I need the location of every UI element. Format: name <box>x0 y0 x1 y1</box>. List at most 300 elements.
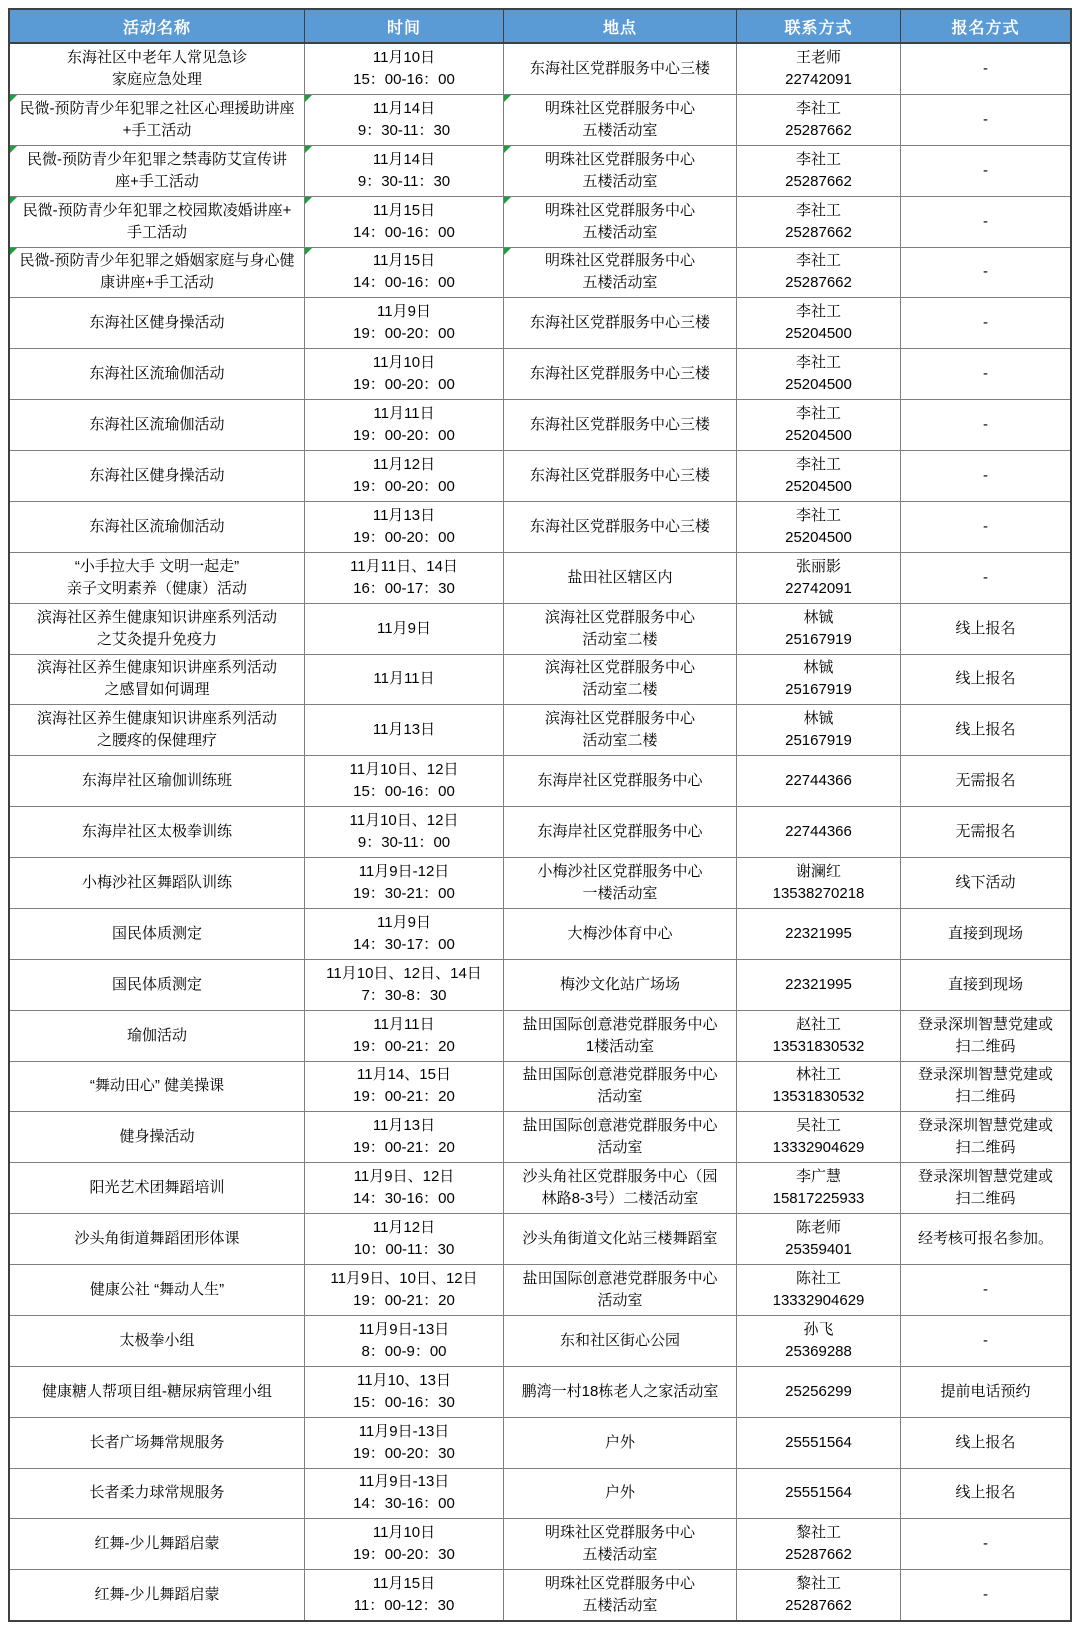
cell-text-line: 登录深圳智慧党建或 <box>917 1168 1053 1186</box>
cell-contact[interactable] <box>736 756 900 806</box>
cell-text-line: 25204500 <box>785 528 852 546</box>
cell-text-line: - <box>983 568 988 586</box>
cell-registration[interactable] <box>900 1011 1070 1061</box>
table-row <box>10 654 1070 705</box>
cell-text-line: 19：00-20：00 <box>353 477 455 495</box>
cell-text-line: 盐田国际创意港党群服务中心 <box>522 1269 718 1287</box>
cell-text-line: 林铖 <box>803 659 834 677</box>
cell-text-line: 五楼活动室 <box>582 121 658 139</box>
table-row <box>10 44 1070 94</box>
cell-name[interactable] <box>10 1316 304 1366</box>
cell-text-line: 11月10、13日 <box>357 1371 451 1389</box>
cell-text-line: 14：30-16：00 <box>353 1495 455 1513</box>
cell-text-line: 沙头角街道舞蹈团形体课 <box>74 1230 240 1248</box>
cell-text-line: 11月10日 <box>372 1524 436 1542</box>
cell-text-line: 11月9日-13日 <box>358 1422 450 1440</box>
table-row <box>10 247 1070 298</box>
cell-contact[interactable] <box>736 705 900 755</box>
cell-text-line: 活动室 <box>597 1139 643 1157</box>
cell-time[interactable] <box>304 1214 503 1264</box>
cell-contact[interactable] <box>736 553 900 603</box>
table-header-row <box>10 10 1070 44</box>
cell-location[interactable] <box>503 1062 736 1112</box>
table-row <box>10 959 1070 1010</box>
cell-location[interactable] <box>503 1316 736 1366</box>
cell-text-line: 东海社区流瑜伽活动 <box>89 416 225 434</box>
table-row <box>10 1569 1070 1620</box>
cell-text-line: 李社工 <box>795 150 841 168</box>
cell-location[interactable] <box>503 1265 736 1315</box>
cell-location[interactable] <box>503 756 736 806</box>
col-header-time[interactable]: 时间 <box>304 10 503 42</box>
cell-contact[interactable] <box>736 1367 900 1417</box>
cell-time[interactable] <box>304 807 503 857</box>
cell-location[interactable] <box>503 349 736 399</box>
table-row <box>10 348 1070 399</box>
cell-text-line: - <box>983 466 988 484</box>
cell-time[interactable] <box>304 553 503 603</box>
cell-text-line: 11月13日 <box>372 1117 436 1135</box>
cell-text-line: - <box>983 1586 988 1604</box>
cell-time[interactable] <box>304 909 503 959</box>
cell-text-line: - <box>983 161 988 179</box>
cell-registration[interactable] <box>900 553 1070 603</box>
cell-name[interactable] <box>10 909 304 959</box>
cell-location[interactable] <box>503 1469 736 1519</box>
cell-name[interactable] <box>10 807 304 857</box>
cell-location[interactable] <box>503 44 736 94</box>
cell-registration[interactable] <box>900 248 1070 298</box>
cell-time[interactable] <box>304 1519 503 1569</box>
cell-text-line: 活动室二楼 <box>582 630 658 648</box>
cell-time[interactable] <box>304 1316 503 1366</box>
cell-text-line: - <box>983 517 988 535</box>
cell-time[interactable] <box>304 451 503 501</box>
cell-contact[interactable] <box>736 1011 900 1061</box>
cell-registration[interactable] <box>900 400 1070 450</box>
cell-name[interactable] <box>10 604 304 654</box>
cell-contact[interactable] <box>736 604 900 654</box>
cell-text-line: 一楼活动室 <box>582 884 658 902</box>
table-body <box>10 44 1070 1620</box>
cell-text-line: 11月9日-12日 <box>358 862 450 880</box>
cell-text-line: 活动室 <box>597 1291 643 1309</box>
cell-text-line: 1楼活动室 <box>585 1037 655 1055</box>
cell-text-line: 阳光艺术团舞蹈培训 <box>89 1179 225 1197</box>
cell-text-line: 东海社区党群服务中心三楼 <box>529 466 710 484</box>
cell-contact[interactable] <box>736 1519 900 1569</box>
cell-registration[interactable] <box>900 604 1070 654</box>
cell-registration[interactable] <box>900 858 1070 908</box>
cell-text-line: 东海社区流瑜伽活动 <box>89 517 225 535</box>
cell-text-line: 经考核可报名参加。 <box>917 1230 1053 1248</box>
cell-time[interactable] <box>304 1570 503 1620</box>
cell-contact[interactable] <box>736 1570 900 1620</box>
table-row <box>10 704 1070 755</box>
cell-time[interactable] <box>304 197 503 247</box>
cell-text-line: 13531830532 <box>772 1037 865 1055</box>
cell-text-line: 11：00-12：30 <box>353 1597 455 1615</box>
cell-name[interactable] <box>10 1265 304 1315</box>
cell-text-line: 11月11日、14日 <box>350 557 458 575</box>
cell-text-line: 东海社区健身操活动 <box>89 314 225 332</box>
cell-text-line: 14：30-17：00 <box>353 935 455 953</box>
cell-location[interactable] <box>503 146 736 196</box>
cell-text-line: - <box>983 110 988 128</box>
cell-location[interactable] <box>503 400 736 450</box>
cell-name[interactable] <box>10 197 304 247</box>
cell-text-line: 13538270218 <box>772 884 865 902</box>
cell-text-line: 19：00-21：20 <box>353 1291 455 1309</box>
cell-time[interactable] <box>304 1163 503 1213</box>
cell-text-line: 19：00-20：00 <box>353 325 455 343</box>
table-row <box>10 450 1070 501</box>
cell-text-line: - <box>983 59 988 77</box>
cell-text-line: 扫二维码 <box>955 1088 1016 1106</box>
cell-text-line: 李社工 <box>795 354 841 372</box>
cell-registration[interactable] <box>900 1469 1070 1519</box>
cell-registration[interactable] <box>900 1316 1070 1366</box>
cell-contact[interactable] <box>736 95 900 145</box>
cell-location[interactable] <box>503 553 736 603</box>
cell-location[interactable] <box>503 960 736 1010</box>
cell-text-line: 沙头角街道文化站三楼舞蹈室 <box>522 1230 718 1248</box>
cell-location[interactable] <box>503 1418 736 1468</box>
cell-registration[interactable] <box>900 1570 1070 1620</box>
cell-time[interactable] <box>304 502 503 552</box>
cell-name[interactable] <box>10 298 304 348</box>
cell-text-line: 11月9日 <box>377 303 431 321</box>
cell-contact[interactable] <box>736 197 900 247</box>
cell-text-line: 东海岸社区太极拳训练 <box>81 823 232 841</box>
cell-location[interactable] <box>503 1214 736 1264</box>
cell-contact[interactable] <box>736 807 900 857</box>
cell-text-line: 线下活动 <box>955 873 1016 891</box>
cell-registration[interactable] <box>900 655 1070 705</box>
cell-text-line: 22742091 <box>785 70 852 88</box>
cell-text-line: 25204500 <box>785 477 852 495</box>
cell-location[interactable] <box>503 298 736 348</box>
cell-text-line: 13531830532 <box>772 1088 865 1106</box>
cell-time[interactable] <box>304 1112 503 1162</box>
table-row <box>10 1264 1070 1315</box>
cell-time[interactable] <box>304 858 503 908</box>
cell-registration[interactable] <box>900 1265 1070 1315</box>
cell-contact[interactable] <box>736 1214 900 1264</box>
cell-text-line: 五楼活动室 <box>582 1597 658 1615</box>
cell-text-line: 滨海社区养生健康知识讲座系列活动 <box>36 659 277 677</box>
cell-text-line: 明珠社区党群服务中心 <box>544 1524 695 1542</box>
cell-text-line: 25167919 <box>785 630 852 648</box>
cell-name[interactable] <box>10 1570 304 1620</box>
cell-text-line: 15：00-16：00 <box>353 70 455 88</box>
cell-text-line: 11月14日 <box>372 150 436 168</box>
cell-text-line: 东海社区健身操活动 <box>89 466 225 484</box>
cell-text-line: 之腰疼的保健理疗 <box>96 732 217 750</box>
cell-registration[interactable] <box>900 1163 1070 1213</box>
cell-text-line: 明珠社区党群服务中心 <box>544 99 695 117</box>
cell-name[interactable] <box>10 44 304 94</box>
cell-text-line: - <box>983 314 988 332</box>
cell-text-line: 吴社工 <box>795 1117 841 1135</box>
cell-registration[interactable] <box>900 1214 1070 1264</box>
cell-location[interactable] <box>503 248 736 298</box>
cell-text-line: 15：00-16：00 <box>353 783 455 801</box>
cell-location[interactable] <box>503 1163 736 1213</box>
cell-text-line: 林铖 <box>803 608 834 626</box>
cell-contact[interactable] <box>736 502 900 552</box>
cell-name[interactable] <box>10 756 304 806</box>
cell-time[interactable] <box>304 1062 503 1112</box>
cell-registration[interactable] <box>900 756 1070 806</box>
cell-location[interactable] <box>503 1570 736 1620</box>
cell-contact[interactable] <box>736 1316 900 1366</box>
cell-registration[interactable] <box>900 349 1070 399</box>
cell-text-line: 25204500 <box>785 427 852 445</box>
cell-text-line: 线上报名 <box>955 619 1016 637</box>
cell-time[interactable] <box>304 1367 503 1417</box>
cell-name[interactable] <box>10 146 304 196</box>
cell-text-line: 康讲座+手工活动 <box>100 274 214 292</box>
cell-text-line: 东和社区街心公园 <box>559 1331 680 1349</box>
cell-location[interactable] <box>503 655 736 705</box>
cell-registration[interactable] <box>900 960 1070 1010</box>
cell-contact[interactable] <box>736 1163 900 1213</box>
table-row <box>10 908 1070 959</box>
cell-contact[interactable] <box>736 1265 900 1315</box>
cell-location[interactable] <box>503 858 736 908</box>
cell-text-line: 大梅沙体育中心 <box>567 924 673 942</box>
cell-name[interactable] <box>10 553 304 603</box>
cell-text-line: 直接到现场 <box>947 924 1023 942</box>
cell-time[interactable] <box>304 248 503 298</box>
table-row <box>10 1518 1070 1569</box>
cell-name[interactable] <box>10 1214 304 1264</box>
cell-registration[interactable] <box>900 298 1070 348</box>
cell-name[interactable] <box>10 655 304 705</box>
cell-text-line: 11月9日 <box>377 913 431 931</box>
cell-text-line: 线上报名 <box>955 670 1016 688</box>
cell-text-line: 五楼活动室 <box>582 274 658 292</box>
cell-text-line: 19：30-21：00 <box>353 884 455 902</box>
cell-name[interactable] <box>10 858 304 908</box>
cell-text-line: 25551564 <box>785 1484 852 1502</box>
cell-text-line: 25204500 <box>785 325 852 343</box>
cell-text-line: 25167919 <box>785 732 852 750</box>
cell-text-line: 手工活动 <box>126 223 187 241</box>
cell-contact[interactable] <box>736 298 900 348</box>
cell-registration[interactable] <box>900 1418 1070 1468</box>
cell-text-line: 9：30-11：00 <box>357 834 451 852</box>
cell-time[interactable] <box>304 705 503 755</box>
cell-time[interactable] <box>304 146 503 196</box>
cell-contact[interactable] <box>736 1469 900 1519</box>
cell-text-line: 9：30-11：30 <box>357 172 451 190</box>
cell-text-line: 25287662 <box>785 172 852 190</box>
col-header-activity-name[interactable]: 活动名称 <box>122 19 191 37</box>
cell-text-line: 东海社区党群服务中心三楼 <box>529 314 710 332</box>
cell-name[interactable] <box>10 960 304 1010</box>
cell-registration[interactable] <box>900 502 1070 552</box>
cell-text-line: 25369288 <box>785 1342 852 1360</box>
cell-time[interactable] <box>304 349 503 399</box>
cell-location[interactable] <box>503 502 736 552</box>
cell-contact[interactable] <box>736 146 900 196</box>
col-header-location[interactable]: 地点 <box>503 10 736 42</box>
cell-contact[interactable] <box>736 909 900 959</box>
cell-time[interactable] <box>304 298 503 348</box>
cell-name[interactable] <box>10 1519 304 1569</box>
table-row <box>10 806 1070 857</box>
cell-time[interactable] <box>304 960 503 1010</box>
cell-text-line: 李社工 <box>795 506 841 524</box>
cell-text-line: - <box>983 1535 988 1553</box>
cell-name[interactable] <box>10 502 304 552</box>
cell-text-line: 长者柔力球常规服务 <box>89 1484 225 1502</box>
cell-text-line: 陈社工 <box>795 1269 841 1287</box>
cell-contact[interactable] <box>736 1062 900 1112</box>
cell-contact[interactable] <box>736 400 900 450</box>
cell-name[interactable] <box>10 451 304 501</box>
cell-text-line: 22742091 <box>785 579 852 597</box>
cell-text-line: 19：00-20：30 <box>353 1444 455 1462</box>
cell-location[interactable] <box>503 604 736 654</box>
cell-time[interactable] <box>304 1469 503 1519</box>
cell-text-line: 25287662 <box>785 1546 852 1564</box>
cell-text-line: 线上报名 <box>955 1484 1016 1502</box>
cell-name[interactable] <box>10 95 304 145</box>
cell-registration[interactable] <box>900 197 1070 247</box>
cell-text-line: 盐田国际创意港党群服务中心 <box>522 1117 718 1135</box>
cell-name[interactable] <box>10 1469 304 1519</box>
cell-location[interactable] <box>503 807 736 857</box>
cell-text-line: 鹏湾一村18栋老人之家活动室 <box>521 1382 719 1400</box>
cell-text-line: 滨海社区养生健康知识讲座系列活动 <box>36 608 277 626</box>
cell-name[interactable] <box>10 1367 304 1417</box>
cell-text-line: 小梅沙社区党群服务中心 <box>537 862 703 880</box>
cell-registration[interactable] <box>900 451 1070 501</box>
cell-contact[interactable] <box>736 858 900 908</box>
cell-text-line: 民微-预防青少年犯罪之禁毒防艾宣传讲 <box>27 150 287 168</box>
table-row <box>10 857 1070 908</box>
cell-text-line: 11月12日 <box>372 1219 436 1237</box>
cell-name[interactable] <box>10 1112 304 1162</box>
cell-registration[interactable] <box>900 807 1070 857</box>
cell-text-line: 11月14、15日 <box>357 1066 451 1084</box>
cell-registration[interactable] <box>900 1062 1070 1112</box>
cell-text-line: - <box>983 416 988 434</box>
cell-contact[interactable] <box>736 349 900 399</box>
cell-location[interactable] <box>503 909 736 959</box>
cell-location[interactable] <box>503 705 736 755</box>
cell-time[interactable] <box>304 1265 503 1315</box>
cell-registration[interactable] <box>900 705 1070 755</box>
table-row <box>10 297 1070 348</box>
cell-contact[interactable] <box>736 1418 900 1468</box>
cell-name[interactable] <box>10 248 304 298</box>
cell-registration[interactable] <box>900 909 1070 959</box>
cell-name[interactable] <box>10 349 304 399</box>
cell-text-line: 东海社区流瑜伽活动 <box>89 365 225 383</box>
cell-contact[interactable] <box>736 451 900 501</box>
table-row <box>10 603 1070 654</box>
cell-text-line: 登录深圳智慧党建或 <box>917 1015 1053 1033</box>
cell-registration[interactable] <box>900 44 1070 94</box>
cell-location[interactable] <box>503 1011 736 1061</box>
cell-registration[interactable] <box>900 1367 1070 1417</box>
cell-text-line: 8：00-9：00 <box>361 1342 447 1360</box>
table-row <box>10 1111 1070 1162</box>
cell-text-line: 25287662 <box>785 121 852 139</box>
cell-name[interactable] <box>10 400 304 450</box>
cell-text-line: 11月13日 <box>372 721 436 739</box>
cell-text-line: 李社工 <box>795 201 841 219</box>
cell-text-line: 13332904629 <box>772 1291 865 1309</box>
cell-registration[interactable] <box>900 1519 1070 1569</box>
cell-text-line: 红舞-少儿舞蹈启蒙 <box>94 1586 220 1604</box>
cell-time[interactable] <box>304 1418 503 1468</box>
table-row <box>10 1061 1070 1112</box>
cell-time[interactable] <box>304 95 503 145</box>
cell-location[interactable] <box>503 1519 736 1569</box>
cell-text-line: 活动室 <box>597 1088 643 1106</box>
cell-registration[interactable] <box>900 146 1070 196</box>
cell-text-line: 15：00-16：30 <box>353 1393 455 1411</box>
cell-text-line: - <box>983 365 988 383</box>
cell-location[interactable] <box>503 197 736 247</box>
cell-text-line: 登录深圳智慧党建或 <box>917 1066 1053 1084</box>
cell-location[interactable] <box>503 451 736 501</box>
cell-contact[interactable] <box>736 960 900 1010</box>
cell-text-line: 健康公社 “舞动人生” <box>89 1280 225 1298</box>
cell-time[interactable] <box>304 655 503 705</box>
cell-text-line: 登录深圳智慧党建或 <box>917 1117 1053 1135</box>
cell-name[interactable] <box>10 705 304 755</box>
cell-text-line: 五楼活动室 <box>582 172 658 190</box>
cell-contact[interactable] <box>736 44 900 94</box>
cell-time[interactable] <box>304 756 503 806</box>
cell-registration[interactable] <box>900 1112 1070 1162</box>
cell-text-line: 22321995 <box>785 975 852 993</box>
cell-time[interactable] <box>304 1011 503 1061</box>
cell-location[interactable] <box>503 95 736 145</box>
cell-contact[interactable] <box>736 248 900 298</box>
table-row <box>10 1010 1070 1061</box>
cell-text-line: 健身操活动 <box>119 1128 195 1146</box>
cell-time[interactable] <box>304 400 503 450</box>
cell-text-line: 滨海社区党群服务中心 <box>544 608 695 626</box>
cell-time[interactable] <box>304 44 503 94</box>
cell-time[interactable] <box>304 604 503 654</box>
cell-name[interactable] <box>10 1011 304 1061</box>
col-header-contact[interactable]: 联系方式 <box>736 10 900 42</box>
cell-text-line: 19：00-21：20 <box>353 1037 455 1055</box>
cell-text-line: 25359401 <box>785 1241 852 1259</box>
cell-name[interactable] <box>10 1163 304 1213</box>
cell-location[interactable] <box>503 1112 736 1162</box>
cell-contact[interactable] <box>736 1112 900 1162</box>
cell-location[interactable] <box>503 1367 736 1417</box>
cell-contact[interactable] <box>736 655 900 705</box>
cell-text-line: 沙头角社区党群服务中心（园 <box>522 1168 718 1186</box>
cell-text-line: 东海岸社区党群服务中心 <box>537 772 703 790</box>
cell-text-line: 黎社工 <box>795 1575 841 1593</box>
col-header-registration[interactable]: 报名方式 <box>900 10 1070 42</box>
cell-name[interactable] <box>10 1062 304 1112</box>
cell-registration[interactable] <box>900 95 1070 145</box>
cell-text-line: 五楼活动室 <box>582 1546 658 1564</box>
cell-name[interactable] <box>10 1418 304 1468</box>
